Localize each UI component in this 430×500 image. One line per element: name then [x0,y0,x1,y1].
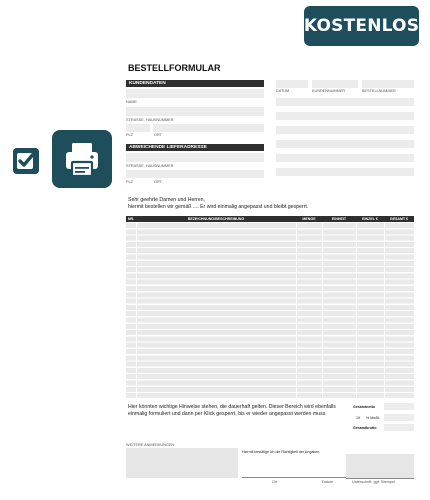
column-divider [356,223,357,399]
total-net-label: Gesamtnetto [353,405,375,409]
vat-rate[interactable]: 19 [356,416,360,420]
label-city: ORT [154,133,162,137]
contact-field-3[interactable] [276,126,414,134]
intro-text: hiermit bestellen wir gemäß .... Er wird einmalig angepasst und bleibt gesperrt. [128,204,309,210]
zip-field[interactable] [126,124,150,132]
col-nr: NR. [127,217,135,221]
col-unit: EINHEIT [331,217,347,221]
order-number-field[interactable] [362,80,414,88]
col-total: GESAMT € [389,217,409,221]
column-divider [322,223,323,399]
label-zip: PLZ [126,133,133,137]
contact-field-5[interactable] [276,154,414,162]
vat-field[interactable] [384,414,414,421]
signature-date-label: Datum [322,480,334,484]
signature-sign-label: Unterschrift, ggf. Stempel [352,480,395,484]
table-header [126,216,414,222]
delivery-name-field[interactable] [126,153,264,162]
signature-line-sign [346,478,414,479]
checkbox-checked-icon[interactable] [13,148,39,174]
label-city-2: ORT [154,180,162,184]
label-street: STRASSE, HAUSNUMMER [126,118,174,122]
column-divider [384,223,385,399]
total-gross-label: Gesamtbrutto [353,426,377,430]
label-name: NAME [126,100,137,104]
remarks-label: WEITERE ANMERKUNGEN [126,443,175,447]
city-field[interactable] [153,124,264,132]
date-field[interactable] [276,80,308,88]
label-street-2: STRASSE, HAUSNUMMER [126,164,174,168]
col-quantity: MENGE [302,217,316,221]
contact-field-1[interactable] [276,98,414,106]
customer-field-1[interactable] [126,89,264,98]
printer-icon[interactable] [52,130,112,188]
col-unit-price: EINZEL € [362,217,378,221]
col-description: BEZEICHNUNG/BESCHREIBUNG [187,217,245,221]
stamp-field[interactable] [346,454,414,478]
section-customer-data: KUNDENDATEN [126,80,264,87]
column-divider [296,223,297,399]
delivery-street-field[interactable] [126,170,264,178]
greeting-text: Sehr geehrte Damen und Herren, [128,197,205,203]
vat-label: % MwSt. [366,416,381,420]
notice-text: Hier könnten wichtige Hinweise stehen, die dauerhaft gelten. Dieser Bereich wird ebenfalls einmalig formuliert und dann per Klick gesperrt, bis er wieder angepasst werden muss. [128,404,336,417]
signature-line-date [306,477,346,478]
customer-number-field[interactable] [312,80,358,88]
label-zip-2: PLZ [126,180,133,184]
label-customer-number: KUNDENNUMMER [312,89,346,93]
form-title: BESTELLFORMULAR [128,63,221,73]
contact-field-6[interactable] [276,168,414,176]
column-divider [136,223,137,399]
contact-field-4[interactable] [276,140,414,148]
table-body-rows[interactable] [126,223,414,399]
name-field[interactable] [126,107,264,116]
total-net-field[interactable] [384,403,414,410]
free-badge: KOSTENLOS [304,6,419,46]
total-gross-field[interactable] [384,424,414,431]
label-order-number: BESTELLNUMMER [362,89,396,93]
signature-place-label: Ort [272,480,278,484]
section-delivery-address: ABWEICHENDE LIEFERADRESSE [126,144,264,151]
label-date: DATUM [276,89,290,93]
order-form-document [126,60,414,492]
remarks-field[interactable] [126,448,238,478]
contact-field-2[interactable] [276,112,414,120]
confirmation-text: Hiermit bestätige ich die Richtigkeit der Angaben. [242,450,321,454]
